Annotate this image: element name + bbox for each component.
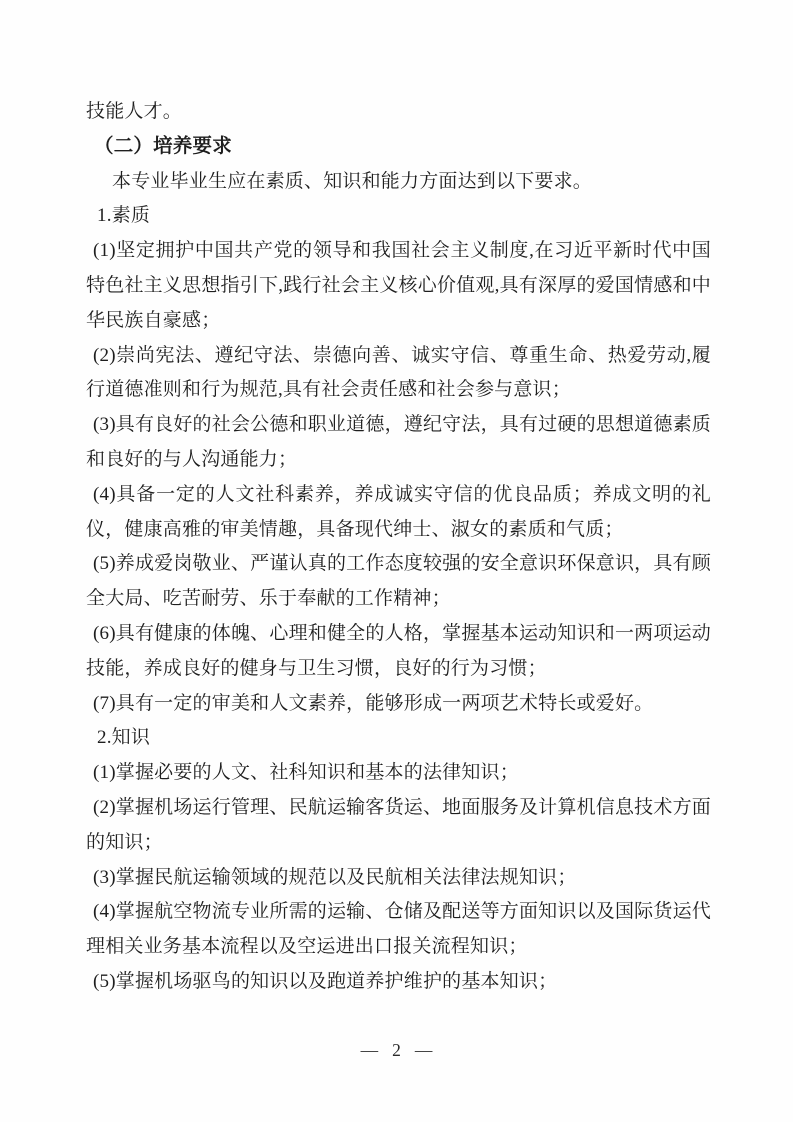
- page-number: 2: [392, 1040, 401, 1060]
- quality-item-7: (7)具有一定的审美和人文素养，能够形成一两项艺术特长或爱好。: [93, 692, 654, 714]
- list-header-knowledge: 2.知识: [97, 727, 151, 749]
- page-footer: [0, 1040, 793, 1061]
- knowledge-item-2: (2)掌握机场运行管理、民航运输客货运、地面服务及计算机信息技术方面的知识；: [86, 796, 711, 853]
- knowledge-item-1: (1)掌握必要的人文、社科知识和基本的法律知识；: [93, 762, 519, 784]
- paragraph-tail: 技能人才。: [86, 101, 183, 122]
- knowledge-item-5: (5)掌握机场驱鸟的知识以及跑道养护维护的基本知识；: [93, 970, 558, 992]
- knowledge-item-3: (3)掌握民航运输领域的规范以及民航相关法律法规知识；: [93, 866, 577, 888]
- quality-item-1: (1)坚定拥护中国共产党的领导和我国社会主义制度,在习近平新时代中国特色社主义思想指引下,践行社会主义核心价值观,具有深厚的爱国情感和中华民族自豪感；: [86, 240, 711, 331]
- quality-item-4: (4)具备一定的人文社科素养，养成诚实守信的优良品质；养成文明的礼仪，健康高雅的审美情趣，具备现代绅士、淑女的素质和气质；: [86, 483, 711, 540]
- section-heading-training-requirements: （二）培养要求: [94, 135, 232, 157]
- intro-paragraph: 本专业毕业生应在素质、知识和能力方面达到以下要求。: [112, 170, 593, 192]
- quality-item-6: (6)具有健康的体魄、心理和健全的人格，掌握基本运动知识和一两项运动技能，养成良好的健身与卫生习惯，良好的行为习惯；: [86, 622, 711, 679]
- footer-right-dash: —: [414, 1040, 433, 1060]
- quality-item-3: (3)具有良好的社会公德和职业道德，遵纪守法，具有过硬的思想道德素质和良好的与人沟通能力；: [86, 414, 711, 470]
- quality-item-5: (5)养成爱岗敬业、严谨认真的工作态度较强的安全意识环保意识，具有顾全大局、吃苦耐劳、乐于奉献的工作精神；: [86, 553, 711, 610]
- list-header-quality: 1.素质: [97, 205, 151, 227]
- knowledge-item-4: (4)掌握航空物流专业所需的运输、仓储及配送等方面知识以及国际货运代理相关业务基本流程以及空运进出口报关流程知识；: [86, 901, 711, 958]
- document-content: [86, 95, 711, 1000]
- quality-item-2: (2)崇尚宪法、遵纪守法、崇德向善、诚实守信、尊重生命、热爱劳动,履行道德准则和行为规范,具有社会责任感和社会参与意识；: [86, 344, 711, 401]
- footer-left-dash: —: [360, 1040, 379, 1060]
